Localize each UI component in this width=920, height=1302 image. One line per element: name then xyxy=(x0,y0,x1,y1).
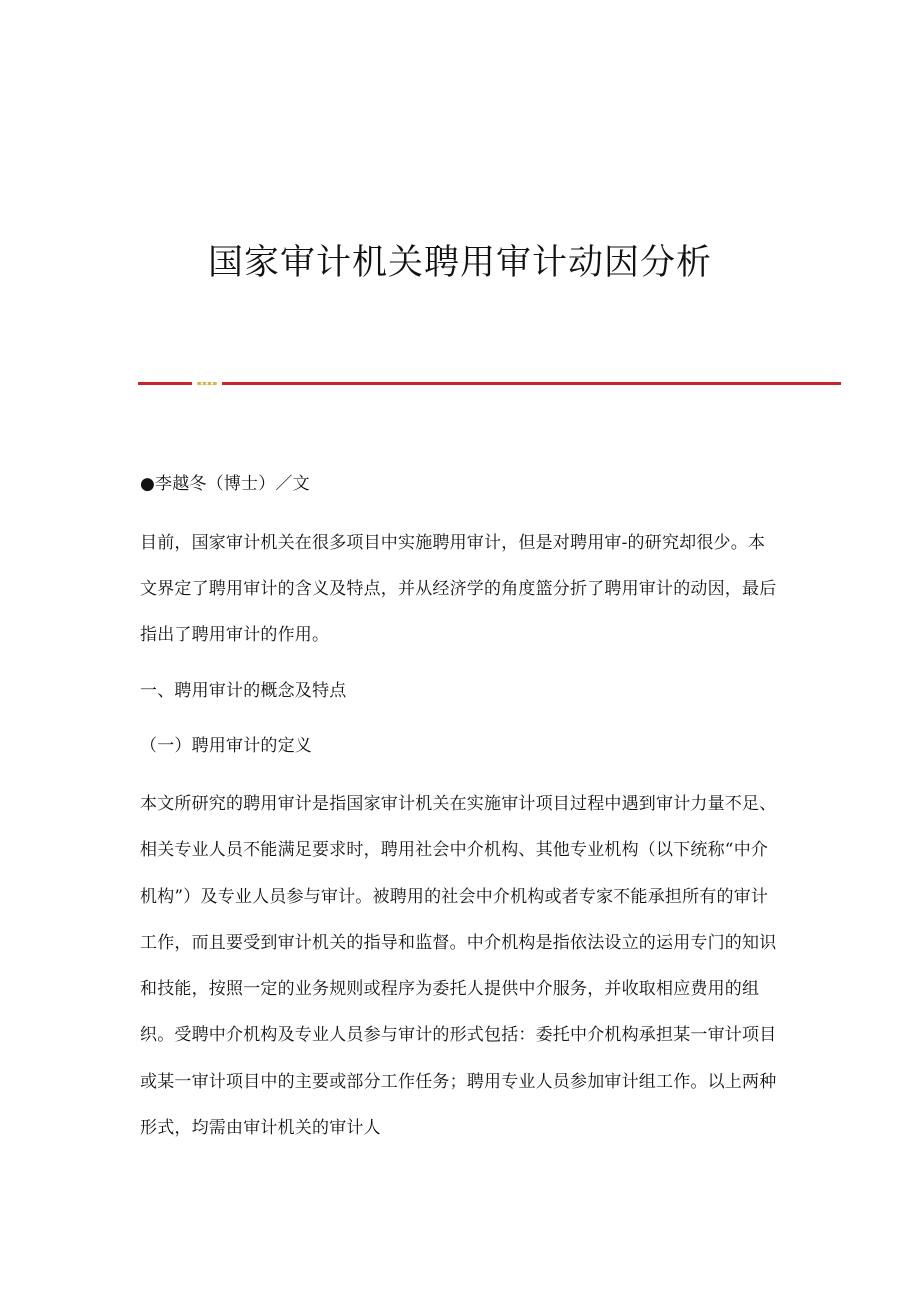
document-title: 国家审计机关聘用审计动因分析 xyxy=(207,243,712,284)
author-line: ●李越冬（博士）／文 xyxy=(140,474,310,494)
body-paragraph-1: 本文所研究的聘用审计是指国家审计机关在实施审计项目过程中遇到审计力量不足、相关专业人员不能满足要求时，聘用社会中介机构、其他专业机构（以下统称“中介机构”）及专业人员参与审计。被聘用的社会中介机构或者专家不能承担所有的审计工作，而且要受到审计机关的指导和监督。中介机构是指依法设立的运用专门的知识和技能，按照一定的业务规则或程序为委托人提供中介服务，并收取相应费用的组织。受聘中介机构及专业人员参与审计的形式包括：委托中介机构承担某一审计项目或某一审计项目中的主要或部分工作任务；聘用专业人员参加审计组工作。以上两种形式，均需由审计机关的审计人 xyxy=(140,794,777,1139)
divider-ornament-icon xyxy=(196,380,218,387)
divider-bar-right xyxy=(222,382,841,385)
section-heading-1: 一、聘用审计的概念及特点 xyxy=(140,681,347,701)
subsection-heading-1: （一）聘用审计的定义 xyxy=(140,736,312,756)
intro-paragraph: 目前，国家审计机关在很多项目中实施聘用审计，但是对聘用审-的研究却很少。本文界定了聘用审计的含义及特点，并从经济学的角度篮分折了聘用审计的动因，最后指出了聘用审计的作用。 xyxy=(140,533,777,645)
title-divider xyxy=(138,380,841,386)
divider-bar-left xyxy=(138,382,192,385)
